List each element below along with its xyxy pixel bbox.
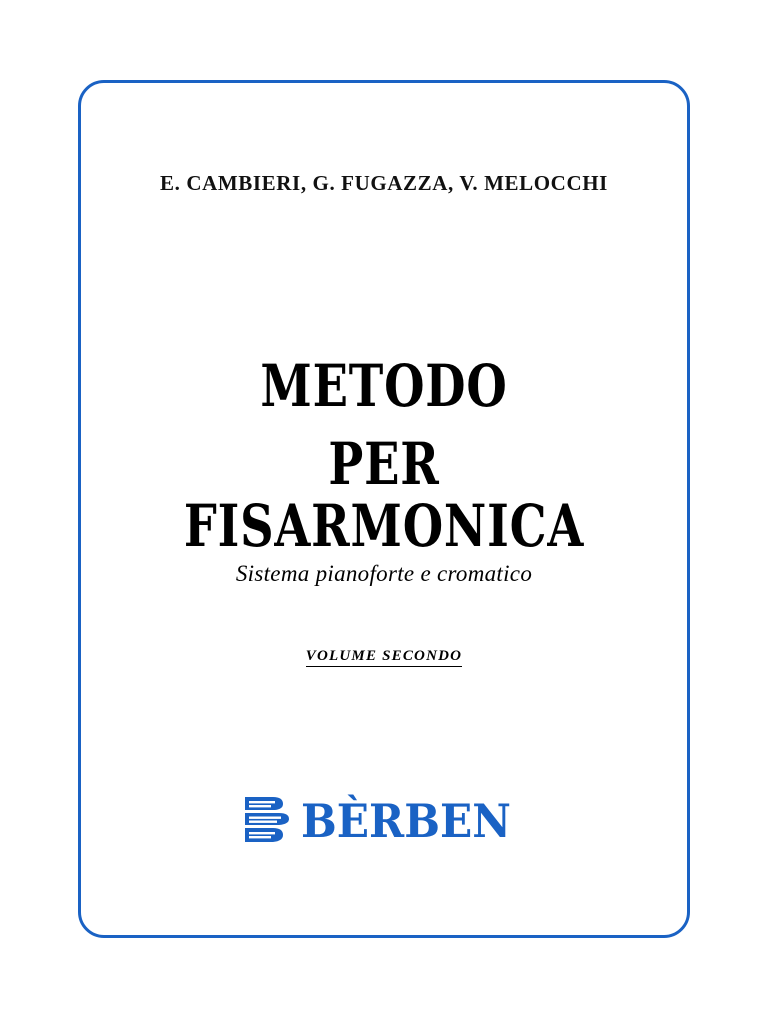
title-block [81,352,687,560]
berben-logo-icon [239,793,297,849]
publisher-name: BÈRBEN [300,794,511,848]
volume-label-text: VOLUME SECONDO [306,648,462,667]
volume-label [81,648,687,665]
cover-content [81,83,687,935]
subtitle: Sistema pianoforte e cromatico [235,561,533,586]
cover-border-frame [78,80,690,938]
page-title-line-1: METODO [260,352,508,420]
authors-line: E. CAMBIERI, G. FUGAZZA, V. MELOCCHI [160,171,608,195]
page-title-line-2: PER FISARMONICA [183,430,585,560]
publisher-block [81,793,687,849]
